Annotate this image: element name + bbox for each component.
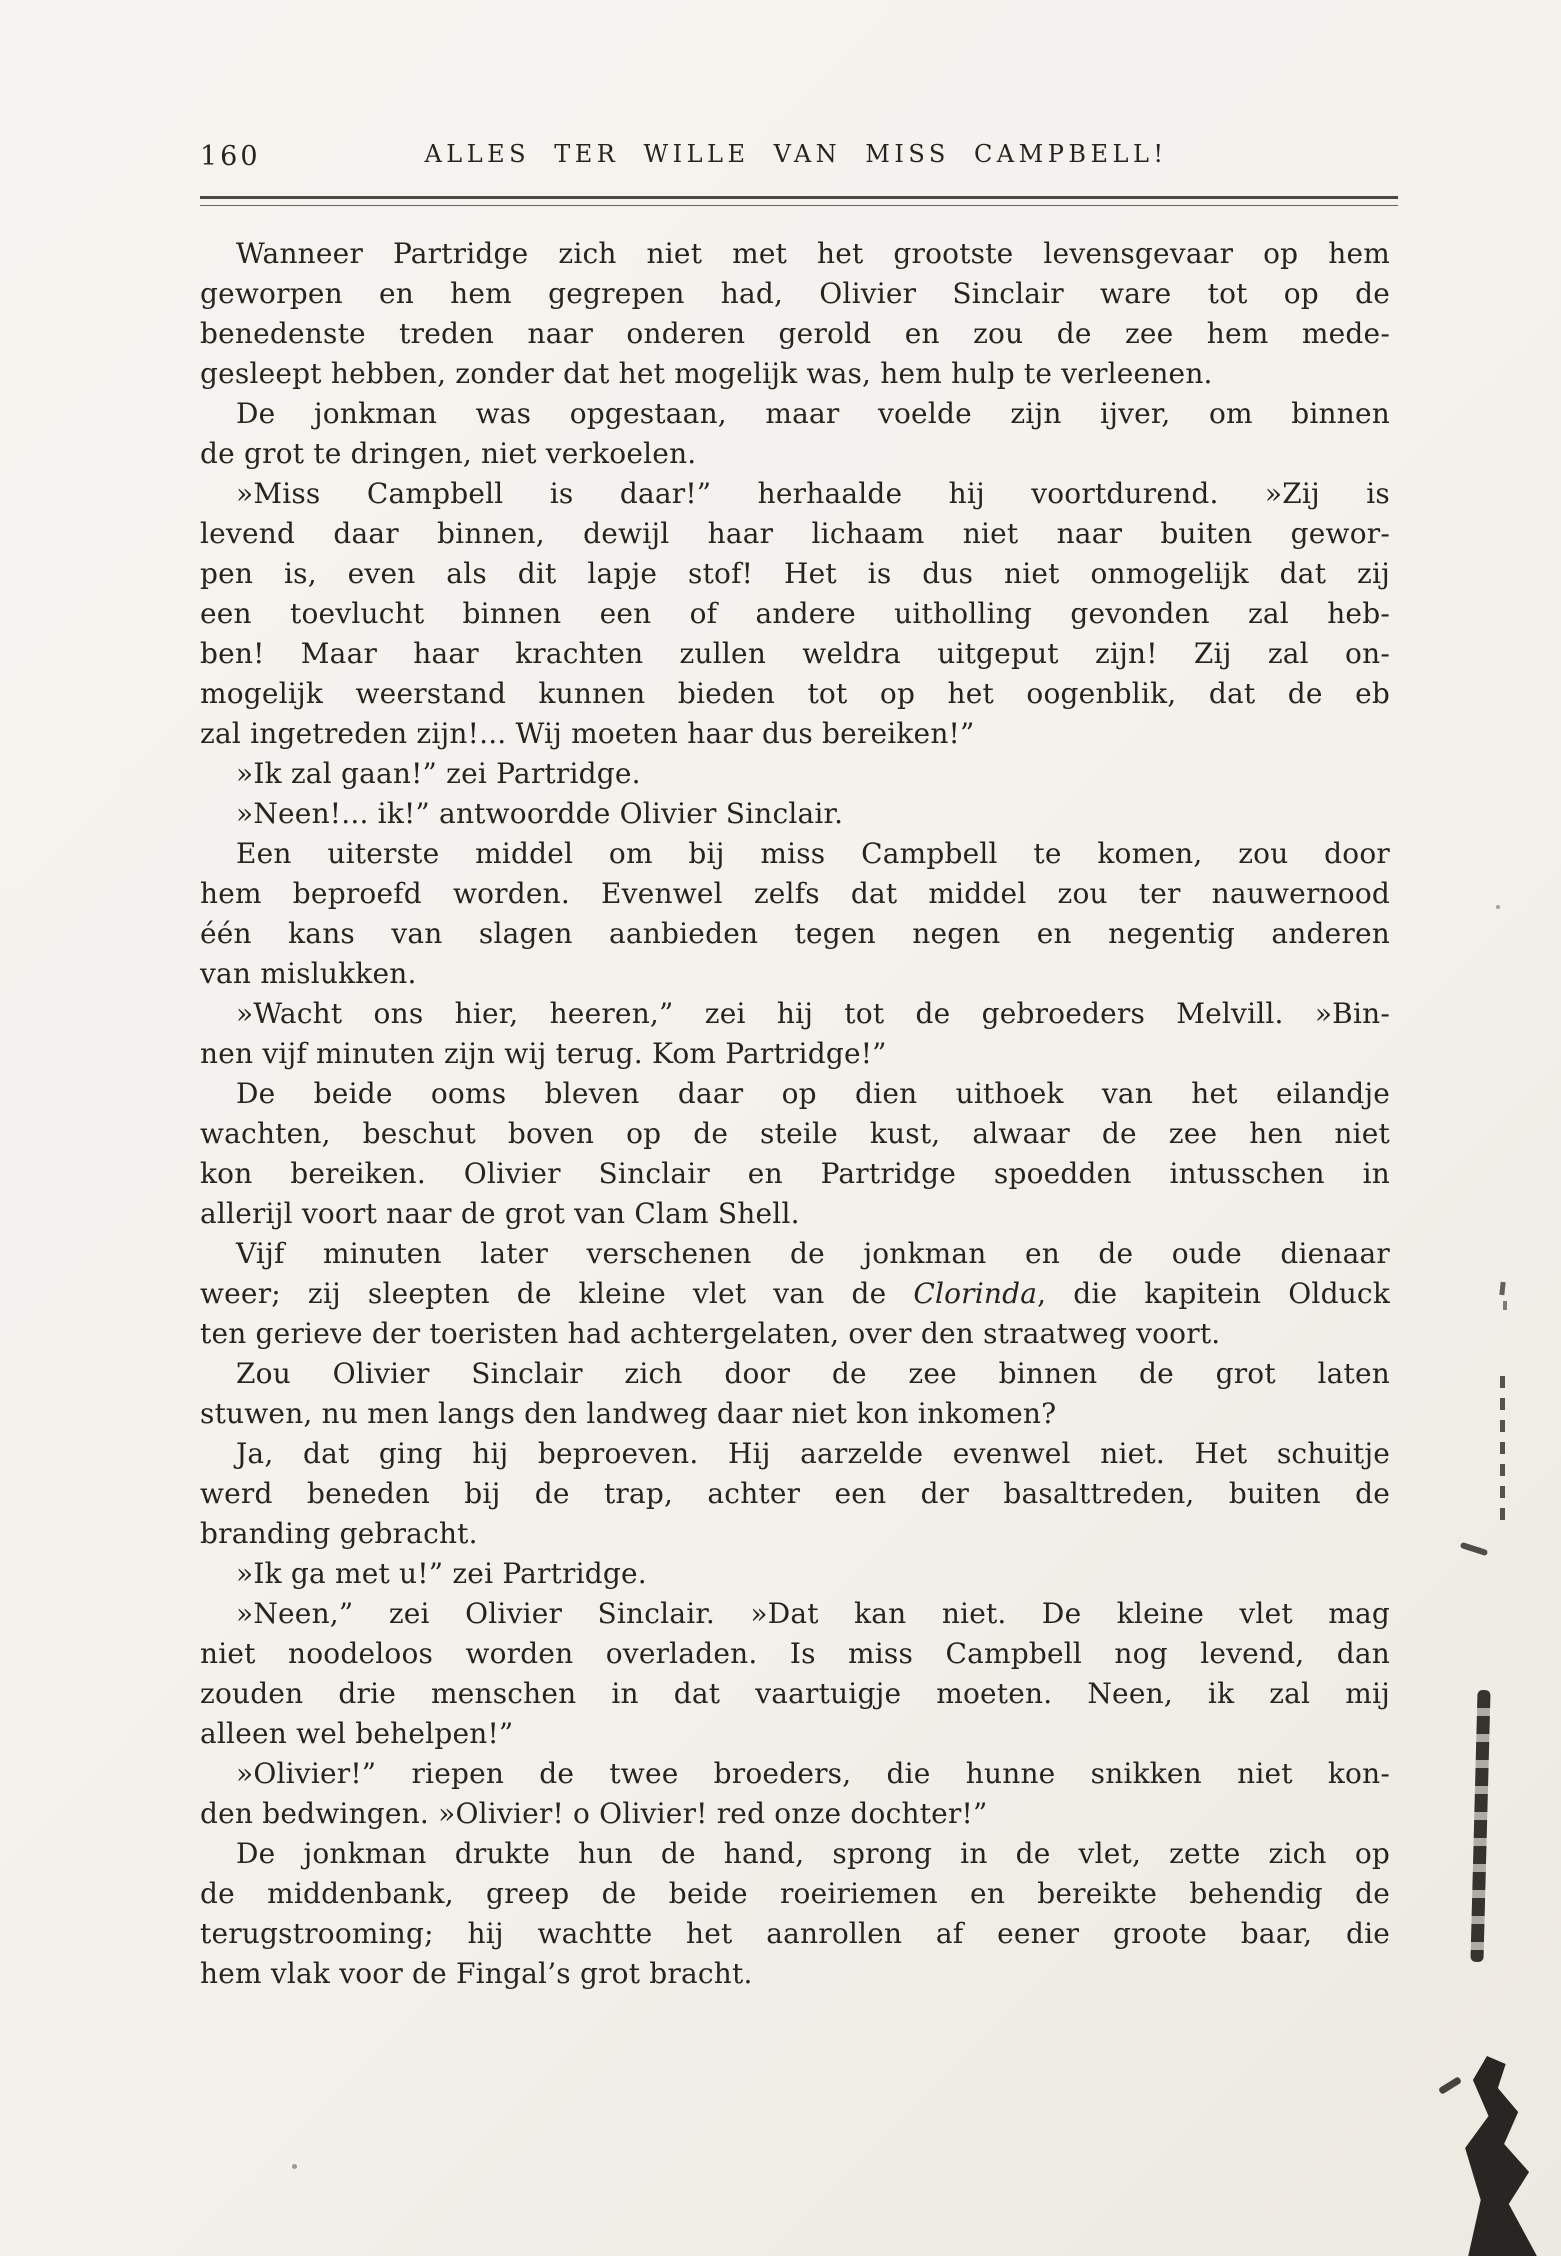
paragraph [200, 1234, 1390, 1354]
text-line: allerijl voort naar de grot van Clam Shell. [200, 1197, 800, 1230]
paragraph [200, 754, 1390, 794]
text-line: »Miss Campbell is daar!” herhaalde hij voortdurend. »Zij is [236, 477, 1390, 510]
scan-artifact [292, 2164, 297, 2169]
text-line: hem beproefd worden. Evenwel zelfs dat middel zou ter nauwernood [200, 877, 1390, 910]
text-line: kon bereiken. Olivier Sinclair en Partridge spoedden intusschen in [200, 1157, 1390, 1190]
page-number: 160 [200, 141, 261, 172]
paragraph [200, 1554, 1390, 1594]
text-line: »Ik zal gaan!” zei Partridge. [236, 757, 641, 790]
paragraph [200, 234, 1390, 394]
text-line: de middenbank, greep de beide roeiriemen en bereikte behendig de [200, 1877, 1390, 1910]
text-line: weer; zij sleepten de kleine vlet van de Clorinda, die kapitein Olduck [200, 1277, 1390, 1310]
paragraph [200, 1354, 1390, 1434]
text-line: Ja, dat ging hij beproeven. Hij aarzelde evenwel niet. Het schuitje [236, 1437, 1390, 1470]
text-line: gesleept hebben, zonder dat het mogelijk was, hem hulp te verleenen. [200, 357, 1213, 390]
text-line: geworpen en hem gegrepen had, Olivier Sinclair ware tot op de [200, 277, 1390, 310]
text-line: den bedwingen. »Olivier! o Olivier! red onze dochter!” [200, 1797, 988, 1830]
page-header [200, 138, 1392, 174]
text-line: levend daar binnen, dewijl haar lichaam niet naar buiten gewor- [200, 517, 1390, 550]
text-line: ben! Maar haar krachten zullen weldra uitgeput zijn! Zij zal on- [200, 637, 1390, 670]
header-double-rule [200, 196, 1398, 206]
text-line: De beide ooms bleven daar op dien uithoek van het eilandje [236, 1077, 1390, 1110]
text-line: Een uiterste middel om bij miss Campbell te komen, zou door [236, 837, 1390, 870]
text-line: De jonkman was opgestaan, maar voelde zijn ijver, om binnen [236, 397, 1390, 430]
text-line: van mislukken. [200, 957, 417, 990]
text-line: ten gerieve der toeristen had achtergelaten, over den straatweg voort. [200, 1317, 1221, 1350]
text-line: De jonkman drukte hun de hand, sprong in de vlet, zette zich op [236, 1837, 1390, 1870]
text-line: terugstrooming; hij wachtte het aanrollen af eener groote baar, die [200, 1917, 1390, 1950]
text-line: hem vlak voor de Fingal’s grot bracht. [200, 1957, 753, 1990]
text-line: branding gebracht. [200, 1517, 478, 1550]
text-line: de grot te dringen, niet verkoelen. [200, 437, 697, 470]
text-line: Zou Olivier Sinclair zich door de zee binnen de grot laten [236, 1357, 1390, 1390]
text-line: alleen wel behelpen!” [200, 1717, 514, 1750]
text-line: wachten, beschut boven op de steile kust, alwaar de zee hen niet [200, 1117, 1390, 1150]
text-line: Vijf minuten later verschenen de jonkman en de oude dienaar [236, 1237, 1390, 1270]
text-line: pen is, even als dit lapje stof! Het is dus niet onmogelijk dat zij [200, 557, 1390, 590]
scan-artifact [1438, 2076, 1462, 2095]
page-header-title: ALLES TER WILLE VAN MISS CAMPBELL! [424, 140, 1168, 168]
paragraph [200, 794, 1390, 834]
paragraph [200, 1754, 1390, 1834]
text-line: één kans van slagen aanbieden tegen negen en negentig anderen [200, 917, 1390, 950]
scan-artifact [1499, 1282, 1505, 1295]
scan-artifact [1500, 1376, 1505, 1524]
paragraph [200, 834, 1390, 994]
paragraph [200, 1434, 1390, 1554]
text-line: »Olivier!” riepen de twee broeders, die hunne snikken niet kon- [236, 1757, 1390, 1790]
text-line: benedenste treden naar onderen gerold en zou de zee hem mede- [200, 317, 1390, 350]
text-line: mogelijk weerstand kunnen bieden tot op het oogenblik, dat de eb [200, 677, 1390, 710]
text-line: zouden drie menschen in dat vaartuigje moeten. Neen, ik zal mij [200, 1677, 1390, 1710]
scan-artifact [1470, 1690, 1490, 1962]
scan-artifact [1462, 2056, 1540, 2256]
text-line: Wanneer Partridge zich niet met het grootste levensgevaar op hem [236, 237, 1390, 270]
text-line: een toevlucht binnen een of andere uitholling gevonden zal heb- [200, 597, 1390, 630]
paragraph [200, 394, 1390, 474]
text-line: »Neen,” zei Olivier Sinclair. »Dat kan niet. De kleine vlet mag [236, 1597, 1390, 1630]
text-line: »Neen!... ik!” antwoordde Olivier Sinclair. [236, 797, 844, 830]
text-line: niet noodeloos worden overladen. Is miss Campbell nog levend, dan [200, 1637, 1390, 1670]
scan-artifact [1460, 1542, 1488, 1556]
text-line: »Wacht ons hier, heeren,” zei hij tot de gebroeders Melvill. »Bin- [236, 997, 1390, 1030]
paragraph [200, 1834, 1390, 1994]
text-line: nen vijf minuten zijn wij terug. Kom Partridge!” [200, 1037, 887, 1070]
paragraph [200, 1074, 1390, 1234]
text-line: werd beneden bij de trap, achter een der basalttreden, buiten de [200, 1477, 1390, 1510]
paragraph [200, 994, 1390, 1074]
text-line: »Ik ga met u!” zei Partridge. [236, 1557, 647, 1590]
paragraph [200, 474, 1390, 754]
scan-artifact [1503, 1301, 1507, 1310]
text-line: stuwen, nu men langs den landweg daar niet kon inkomen? [200, 1397, 1057, 1430]
text-block [200, 234, 1390, 1994]
scan-artifact [1496, 905, 1500, 909]
paragraph [200, 1594, 1390, 1754]
text-line: zal ingetreden zijn!... Wij moeten haar dus bereiken!” [200, 717, 975, 750]
